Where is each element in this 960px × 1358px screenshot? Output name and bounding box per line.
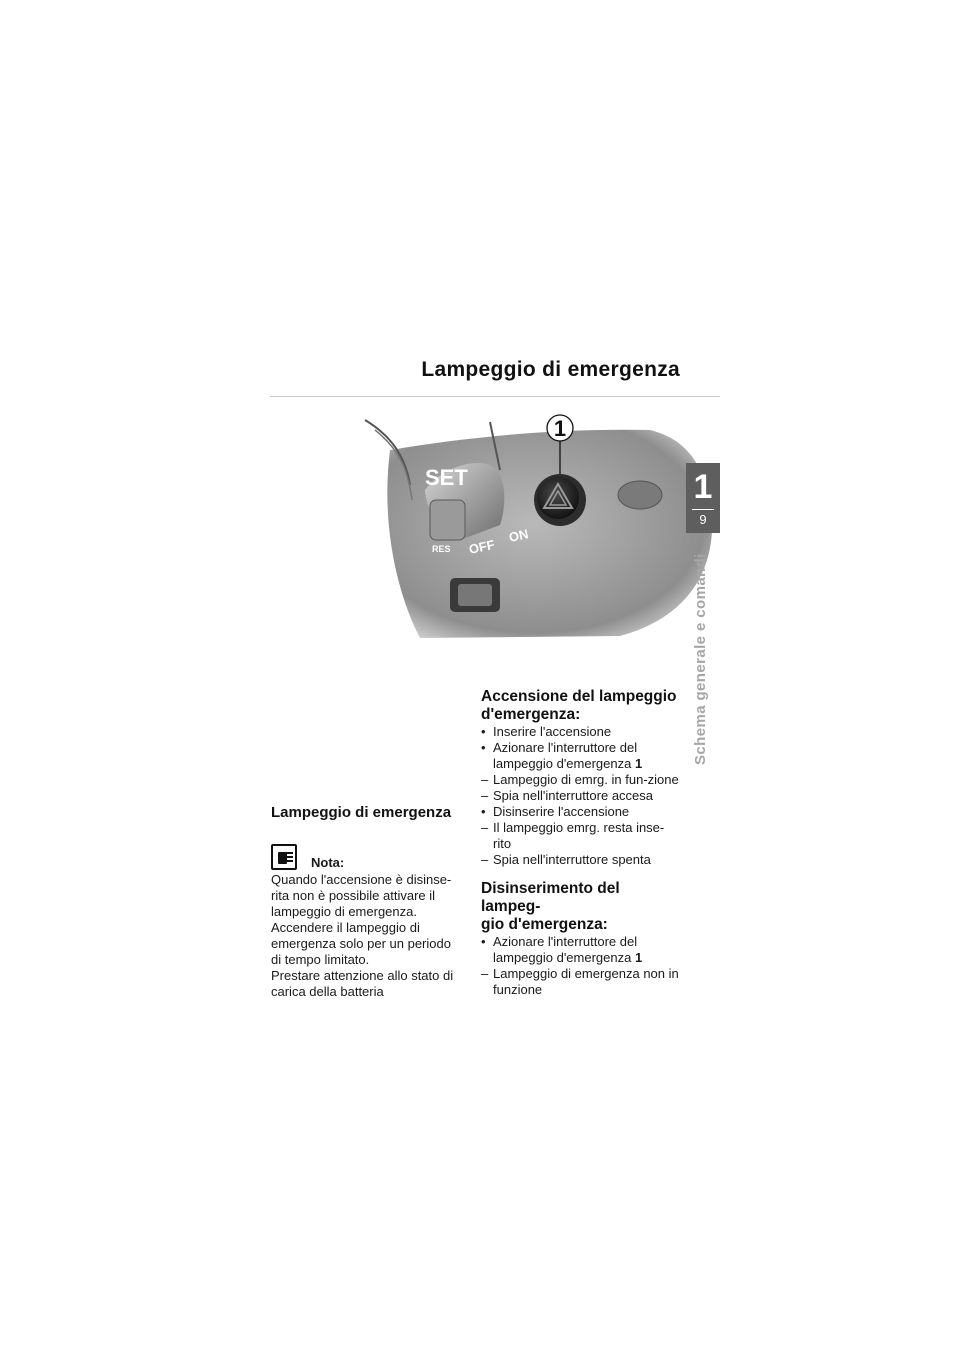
step-item (481, 934, 681, 966)
page-number: 9 (699, 512, 707, 527)
step-item (481, 788, 681, 804)
step-text: Azionare l'interruttore del lampeggio d'emergenza (493, 740, 638, 771)
chapter-tab (686, 463, 720, 533)
step-item (481, 724, 681, 740)
step-text: Spia nell'interruttore accesa (493, 788, 654, 803)
step-item (481, 852, 681, 868)
note-line: di tempo limitato. (271, 952, 370, 967)
step-item (481, 966, 681, 998)
step-text: Azionare l'interruttore del lampeggio d'emergenza (493, 934, 638, 965)
step-text: Inserire l'accensione (493, 724, 612, 739)
tab-divider (692, 509, 714, 510)
note-column (271, 804, 469, 1000)
res-label: RES (432, 544, 451, 554)
title-divider (270, 396, 720, 397)
step-text: Spia nell'interruttore spenta (493, 852, 651, 867)
hazard-switch-photo (360, 410, 720, 638)
switch-on-steps (481, 724, 681, 868)
note-line: Accendere il lampeggio di (271, 920, 420, 935)
note-line: rita non è possibile attivare il (271, 888, 436, 903)
instructions-column (481, 688, 681, 998)
step-marker: • (481, 804, 486, 819)
step-marker: – (481, 966, 489, 981)
switch-on-heading (481, 688, 681, 724)
on-label: ON (507, 526, 530, 545)
note-text (271, 872, 469, 1000)
step-item (481, 804, 681, 820)
left-heading: Lampeggio di emergenza (271, 804, 452, 821)
step-marker: • (481, 740, 486, 755)
heading-line: d'emergenza: (481, 706, 581, 723)
set-label: SET (425, 465, 468, 490)
note-line: Quando l'accensione è disinse- (271, 872, 452, 887)
note-icon (271, 844, 297, 870)
step-text: Disinserire l'accensione (493, 804, 630, 819)
note-header (271, 844, 469, 870)
note-line: Prestare attenzione allo stato di (271, 968, 454, 983)
note-line: emergenza solo per un periodo (271, 936, 451, 951)
chapter-number: 1 (693, 468, 713, 506)
step-marker: – (481, 852, 489, 867)
step-marker: • (481, 934, 486, 949)
heading-line: gio d'emergenza: (481, 916, 608, 933)
note-label: Nota: (311, 855, 345, 870)
heading-line: Disinserimento del lampeg- (481, 880, 620, 915)
step-reference: 1 (634, 950, 643, 965)
step-item (481, 740, 681, 772)
off-label: OFF (467, 536, 497, 557)
heading-line: Accensione del lampeggio (481, 688, 677, 705)
step-item (481, 820, 681, 852)
callout-number: 1 (553, 416, 567, 441)
step-text: Lampeggio di emrg. in fun-zione (493, 772, 679, 787)
note-line: lampeggio di emergenza. (271, 904, 417, 919)
step-reference: 1 (634, 756, 643, 771)
step-marker: – (481, 820, 489, 835)
step-text: Lampeggio di emergenza non in funzione (493, 966, 679, 997)
switch-off-heading (481, 880, 681, 934)
step-marker: – (481, 772, 489, 787)
switch-off-steps (481, 934, 681, 998)
note-line: carica della batteria (271, 984, 384, 999)
section-label: Schema generale e comandi (692, 553, 709, 765)
step-item (481, 772, 681, 788)
step-marker: – (481, 788, 489, 803)
step-text: Il lampeggio emrg. resta inse-rito (493, 820, 665, 851)
step-marker: • (481, 724, 486, 739)
page-title: Lampeggio di emergenza (421, 358, 680, 381)
